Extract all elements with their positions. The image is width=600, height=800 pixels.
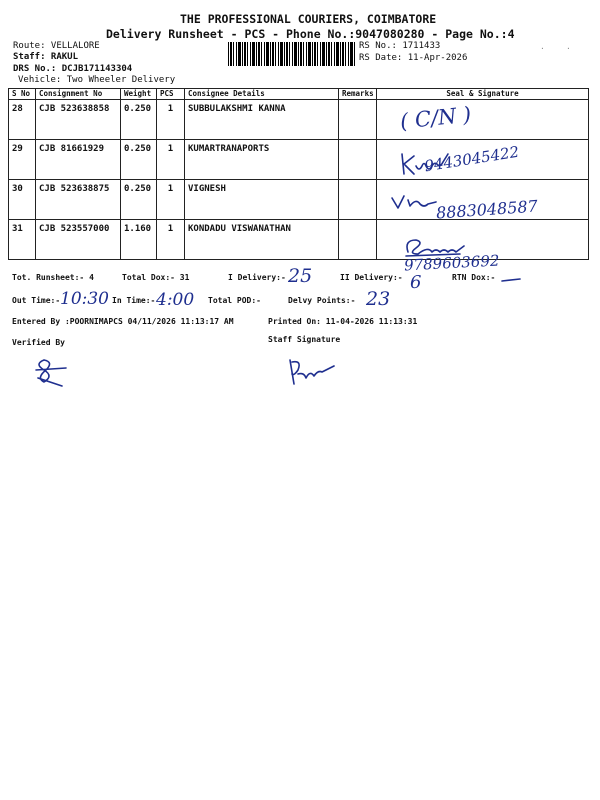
cell-remarks [339, 180, 377, 220]
i-delivery-value: 25 [288, 265, 313, 287]
tot-runsheet: Tot. Runsheet:- 4 [12, 273, 94, 282]
cell-consignee: KUMARTRANAPORTS [185, 140, 339, 180]
col-header-sno: S No [9, 89, 36, 100]
cell-consignee: KONDADU VISWANATHAN [185, 220, 339, 260]
cell-consignment: CJB 81661929 [36, 140, 121, 180]
cell-remarks [339, 220, 377, 260]
company-title: THE PROFESSIONAL COURIERS, COIMBATORE [180, 12, 437, 26]
cell-pcs: 1 [157, 220, 185, 260]
delvy-points-value: 23 [366, 288, 391, 310]
rtn-dox: RTN Dox:- [452, 273, 496, 282]
rs-number: RS No.: 1711433 [359, 41, 441, 51]
handwritten-phone-30: 8883048587 [435, 196, 539, 223]
staff-signature [286, 356, 340, 388]
cell-consignment: CJB 523557000 [36, 220, 121, 260]
col-header-consignment: Consignment No [36, 89, 121, 100]
cell-sno: 28 [9, 100, 36, 140]
cell-weight: 0.250 [121, 180, 157, 220]
cell-weight: 0.250 [121, 140, 157, 180]
runsheet-subtitle: Delivery Runsheet - PCS - Phone No.:9047080280 - Page No.:4 [106, 27, 515, 41]
cell-weight: 0.250 [121, 100, 157, 140]
total-pod: Total POD:- [208, 296, 261, 305]
route-label: Route: VELLALORE [13, 41, 100, 51]
handwritten-cn: ( C/N ) [398, 102, 473, 134]
cell-pcs: 1 [157, 100, 185, 140]
col-header-weight: Weight [121, 89, 157, 100]
staff-label: Staff: RAKUL [13, 52, 79, 62]
cell-sno: 29 [9, 140, 36, 180]
corner-mark: · [566, 44, 571, 53]
entered-by: Entered By :POORNIMAPCS 04/11/2026 11:13:17 AM [12, 317, 234, 326]
ii-delivery-value: 6 [410, 272, 422, 293]
verified-by-label: Verified By [12, 338, 65, 347]
in-time-value: 4:00 [156, 290, 195, 310]
cell-consignee: VIGNESH [185, 180, 339, 220]
delvy-points-label: Delvy Points:- [288, 296, 356, 305]
col-header-pcs: PCS [157, 89, 185, 100]
cell-weight: 1.160 [121, 220, 157, 260]
runsheet-table [8, 88, 589, 260]
table-header-row [9, 89, 589, 100]
cell-pcs: 1 [157, 180, 185, 220]
out-time-label: Out Time:- [12, 296, 61, 305]
cell-sno: 30 [9, 180, 36, 220]
cell-consignment: CJB 523638858 [36, 100, 121, 140]
cell-pcs: 1 [157, 140, 185, 180]
staff-signature-label: Staff Signature [268, 335, 341, 344]
cell-consignee: SUBBULAKSHMI KANNA [185, 100, 339, 140]
verifier-signature [30, 356, 74, 392]
in-time-label: In Time:- [112, 296, 156, 305]
cell-consignment: CJB 523638875 [36, 180, 121, 220]
rtn-dox-dash [500, 276, 524, 284]
col-header-consignee: Consignee Details [185, 89, 339, 100]
barcode [228, 42, 356, 66]
cell-sno: 31 [9, 220, 36, 260]
handwritten-phone-29: 9443045422 [423, 142, 521, 176]
cell-remarks [339, 140, 377, 180]
ii-delivery-label: II Delivery:- [340, 273, 403, 282]
col-header-seal: Seal & Signature [377, 89, 589, 100]
table-row [9, 100, 589, 140]
handwritten-phone-31: 9789603692 [403, 251, 500, 275]
rs-date: RS Date: 11-Apr-2026 [359, 53, 468, 63]
col-header-remarks: Remarks [339, 89, 377, 100]
drs-number: DRS No.: DCJB171143304 [13, 64, 133, 74]
cell-remarks [339, 100, 377, 140]
signature-vignesh [390, 192, 440, 214]
vehicle-label: Vehicle: Two Wheeler Delivery [18, 75, 176, 85]
printed-on: Printed On: 11-04-2026 11:13:31 [268, 317, 418, 326]
i-delivery-label: I Delivery:- [228, 273, 286, 282]
table-row [9, 220, 589, 260]
out-time-value: 10:30 [60, 289, 109, 309]
total-dox: Total Dox:- 31 [122, 273, 190, 282]
corner-mark: · [540, 44, 545, 53]
